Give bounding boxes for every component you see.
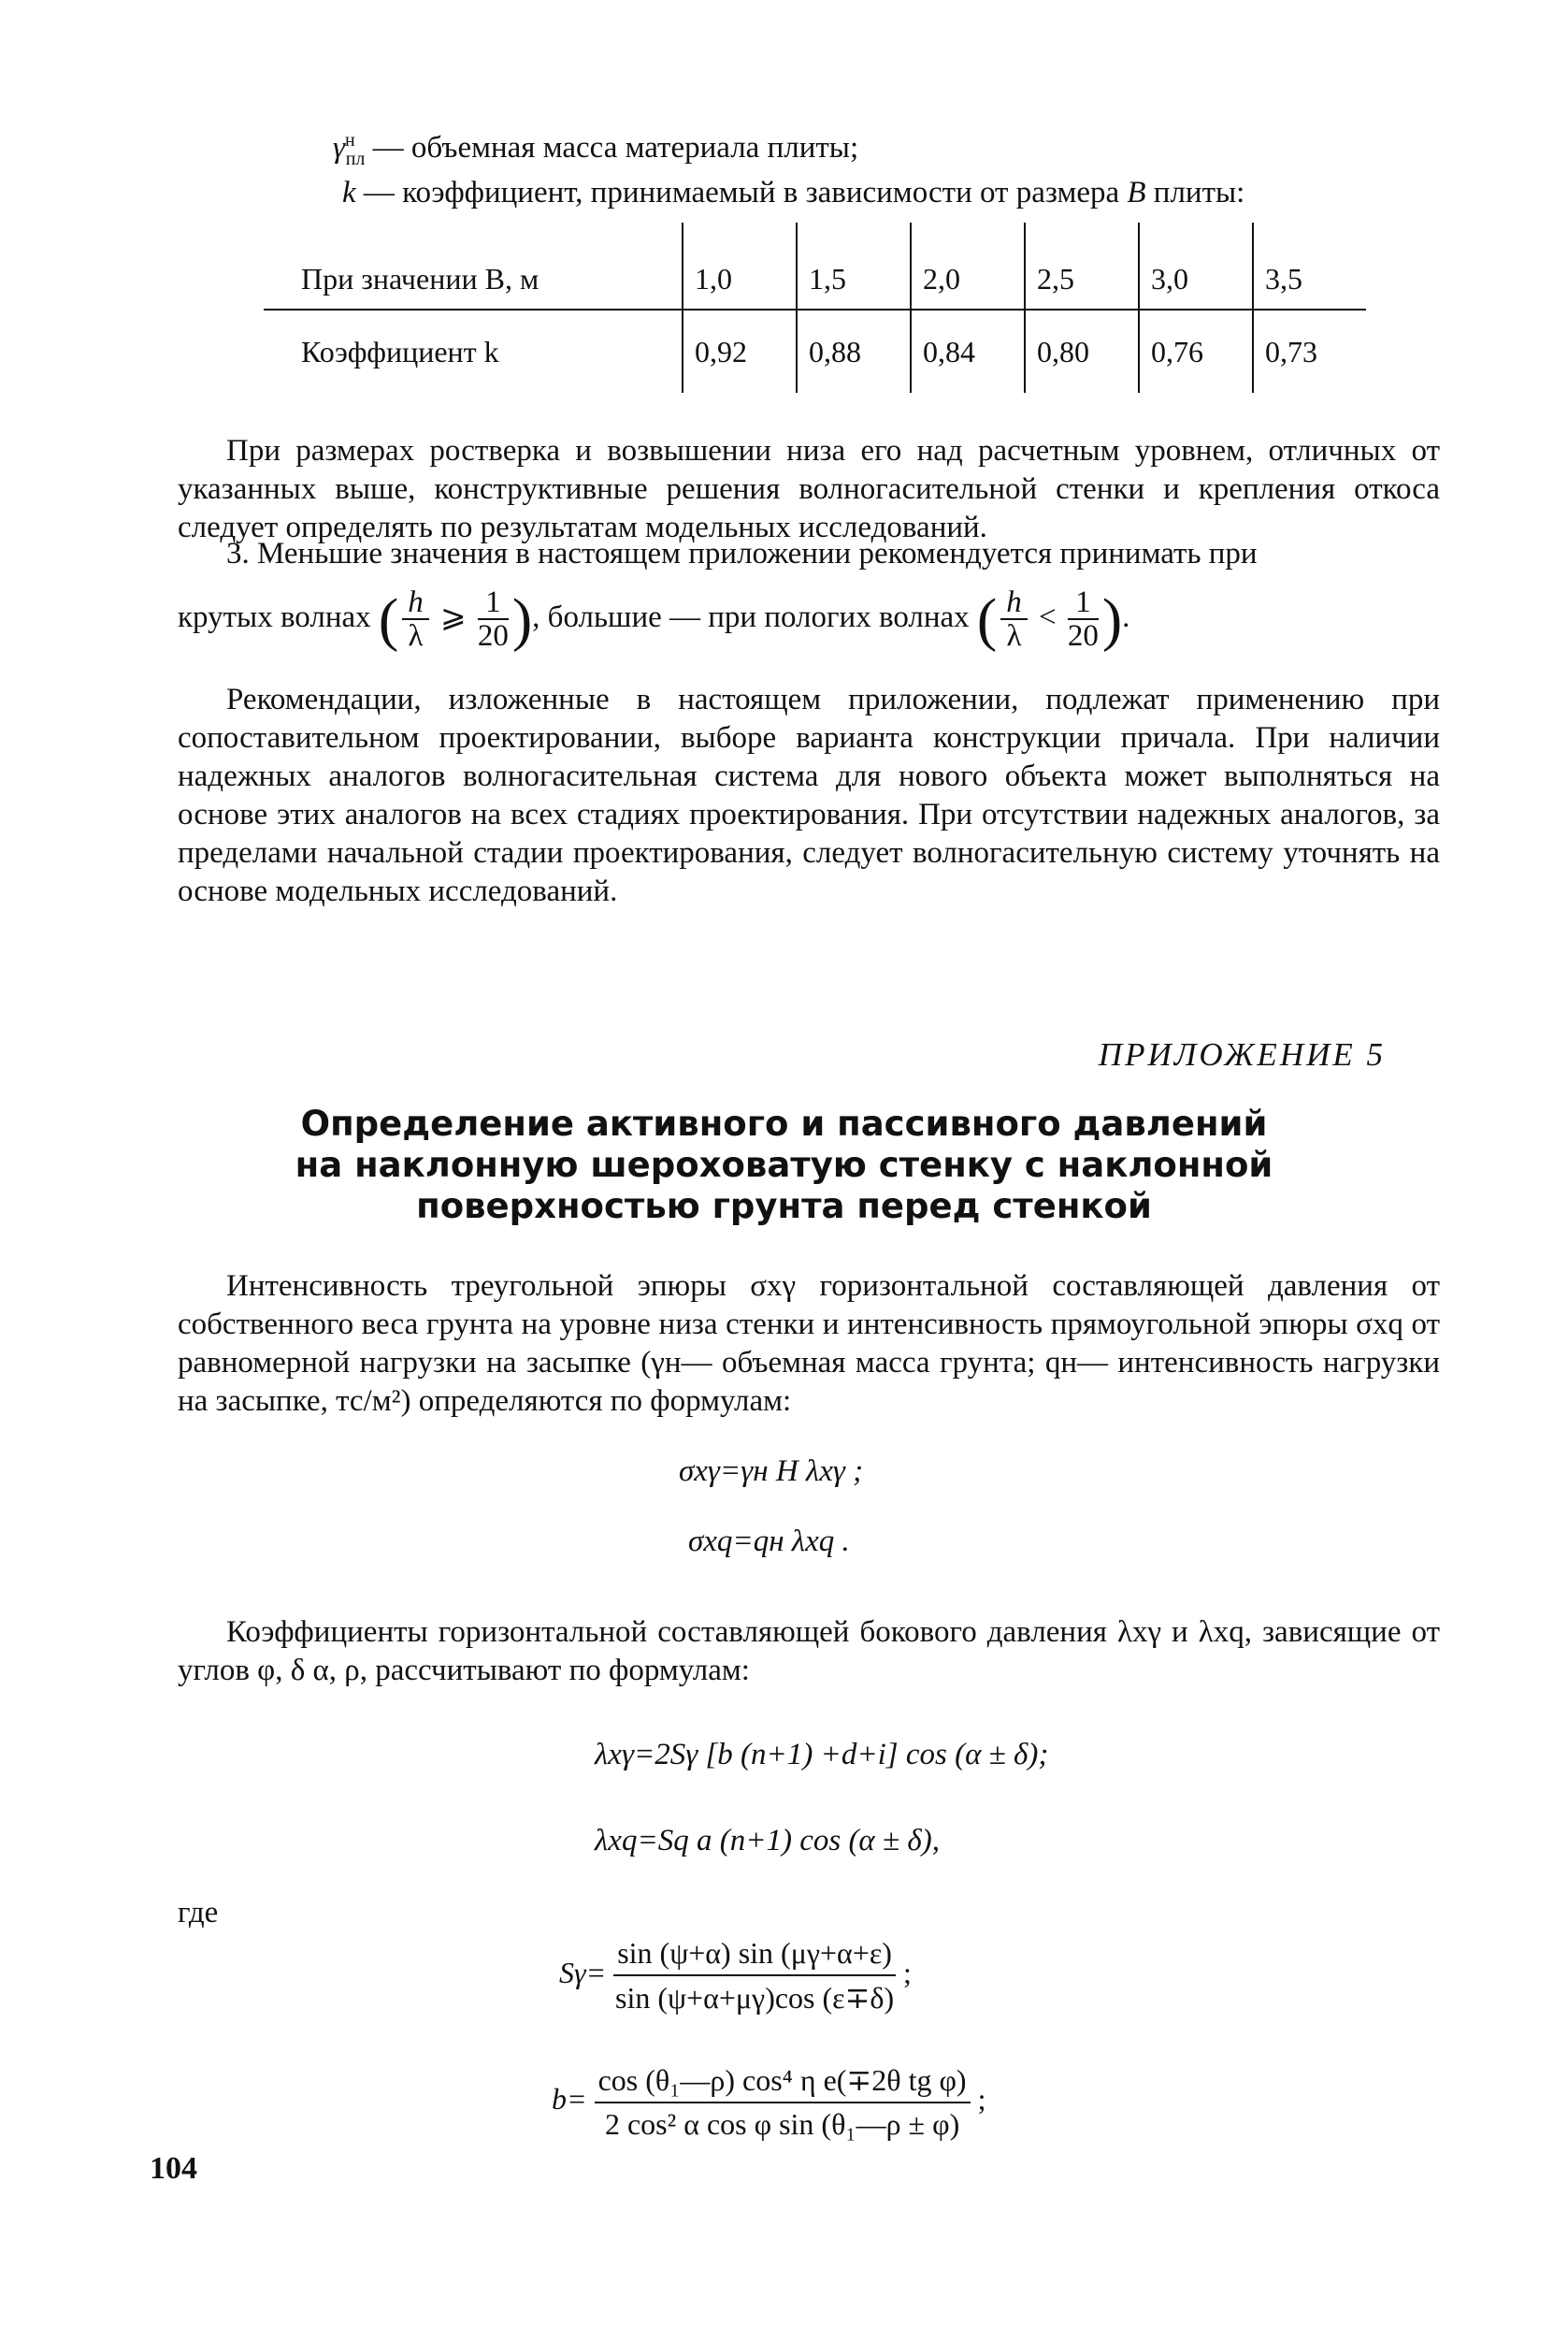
table-row: Коэффициент k 0,92 0,88 0,84 0,80 0,76 0,73 — [264, 310, 1366, 393]
k-definition: k — коэффициент, принимаемый в зависимости от размера B плиты: — [342, 176, 1245, 210]
paragraph-waves: 3. Меньшие значения в настоящем приложении рекомендуется принимать при — [226, 537, 1258, 571]
page-number: 104 — [150, 2151, 197, 2186]
formula-sigma-q: σxq=qн λxq . — [688, 1525, 850, 1558]
where-label: где — [178, 1896, 219, 1929]
table-row: При значении B, м 1,0 1,5 2,0 2,5 3,0 3,5 — [264, 249, 1366, 310]
coefficient-table — [264, 223, 1366, 393]
paragraph-recommendations: Рекомендации, изложенные в настоящем приложении, подлежат применению при сопоставительном проектировании, выборе варианта конструкции причала. При наличии надежных аналогов волногасительная система для нового объекта может выполняться на основе этих аналогов на всех стадиях проектирования. При отсутствии надежных аналогов, за пределами начальной стадии проектирования, следует волногасительную систему уточнять на основе модельных исследований. — [178, 683, 1440, 908]
paragraph-coefficients: Коэффициенты горизонтальной составляющей бокового давления λxγ и λxq, зависящие от углов φ, δ α, ρ, рассчитывают по формулам: — [178, 1615, 1440, 1687]
paragraph-intensity: Интенсивность треугольной эпюры σxγ горизонтальной составляющей давления от собственного веса грунта на уровне низа стенки и интенсивность прямоугольной эпюры σxq от равномерной нагрузки на засыпке (γн— объемная масса грунта; qн— интенсивность нагрузки на засыпке, тс/м²) определяются по формулам: — [178, 1269, 1440, 1418]
formula-lambda-gamma: λxγ=2Sγ [b (n+1) +d+i] cos (α ± δ); — [595, 1738, 1049, 1771]
paragraph-ростверк: При размерах ростверка и возвышении низа его над расчетным уровнем, отличных от указанных выше, конструктивные решения волногасительной стенки и крепления откоса следует определять по результатам модельных исследований. — [178, 434, 1440, 544]
paragraph-waves-fractions: крутых волнах ( $\frac{h}{\lambda}$ ⩾ $\frac{1}{20}$ ), большие — при пологих волнах ( $\frac{h}{\lambda}$ < $\frac{1}{20}$ ). — [178, 585, 1130, 654]
table-row-label: При значении B, м — [264, 249, 683, 310]
table-row-label: Коэффициент k — [301, 334, 499, 368]
formula-sigma-gamma: σxγ=γн H λxγ ; — [679, 1454, 864, 1488]
formula-b: b= $\frac{\text{cos (θ₁—ρ) cos⁴ η e(∓2θ tg φ)}}{\text{2 cos² α cos φ sin (θ₁—ρ ± φ)}}$ ; — [552, 2063, 986, 2141]
appendix-label: ПРИЛОЖЕНИЕ 5 — [1098, 1036, 1386, 1073]
gamma-definition: $\gamma^н_{пл}$ — объемная масса материала плиты; — [333, 130, 859, 169]
formula-lambda-q: λxq=Sq a (n+1) cos (α ± δ), — [595, 1824, 940, 1857]
page-title: Определение активного и пассивного давлений на наклонную шероховатую стенку с наклонной поверхностью грунта перед стенкой — [295, 1104, 1273, 1226]
formula-s-gamma: Sγ= $\frac{\sin (\psi+\alpha) \sin (\mu\gamma+\alpha+\varepsilon)}{\sin (\psi+\alpha+\mu\gamma)\cos (\varepsilon\mp\delta)}$ ; — [559, 1936, 912, 2015]
